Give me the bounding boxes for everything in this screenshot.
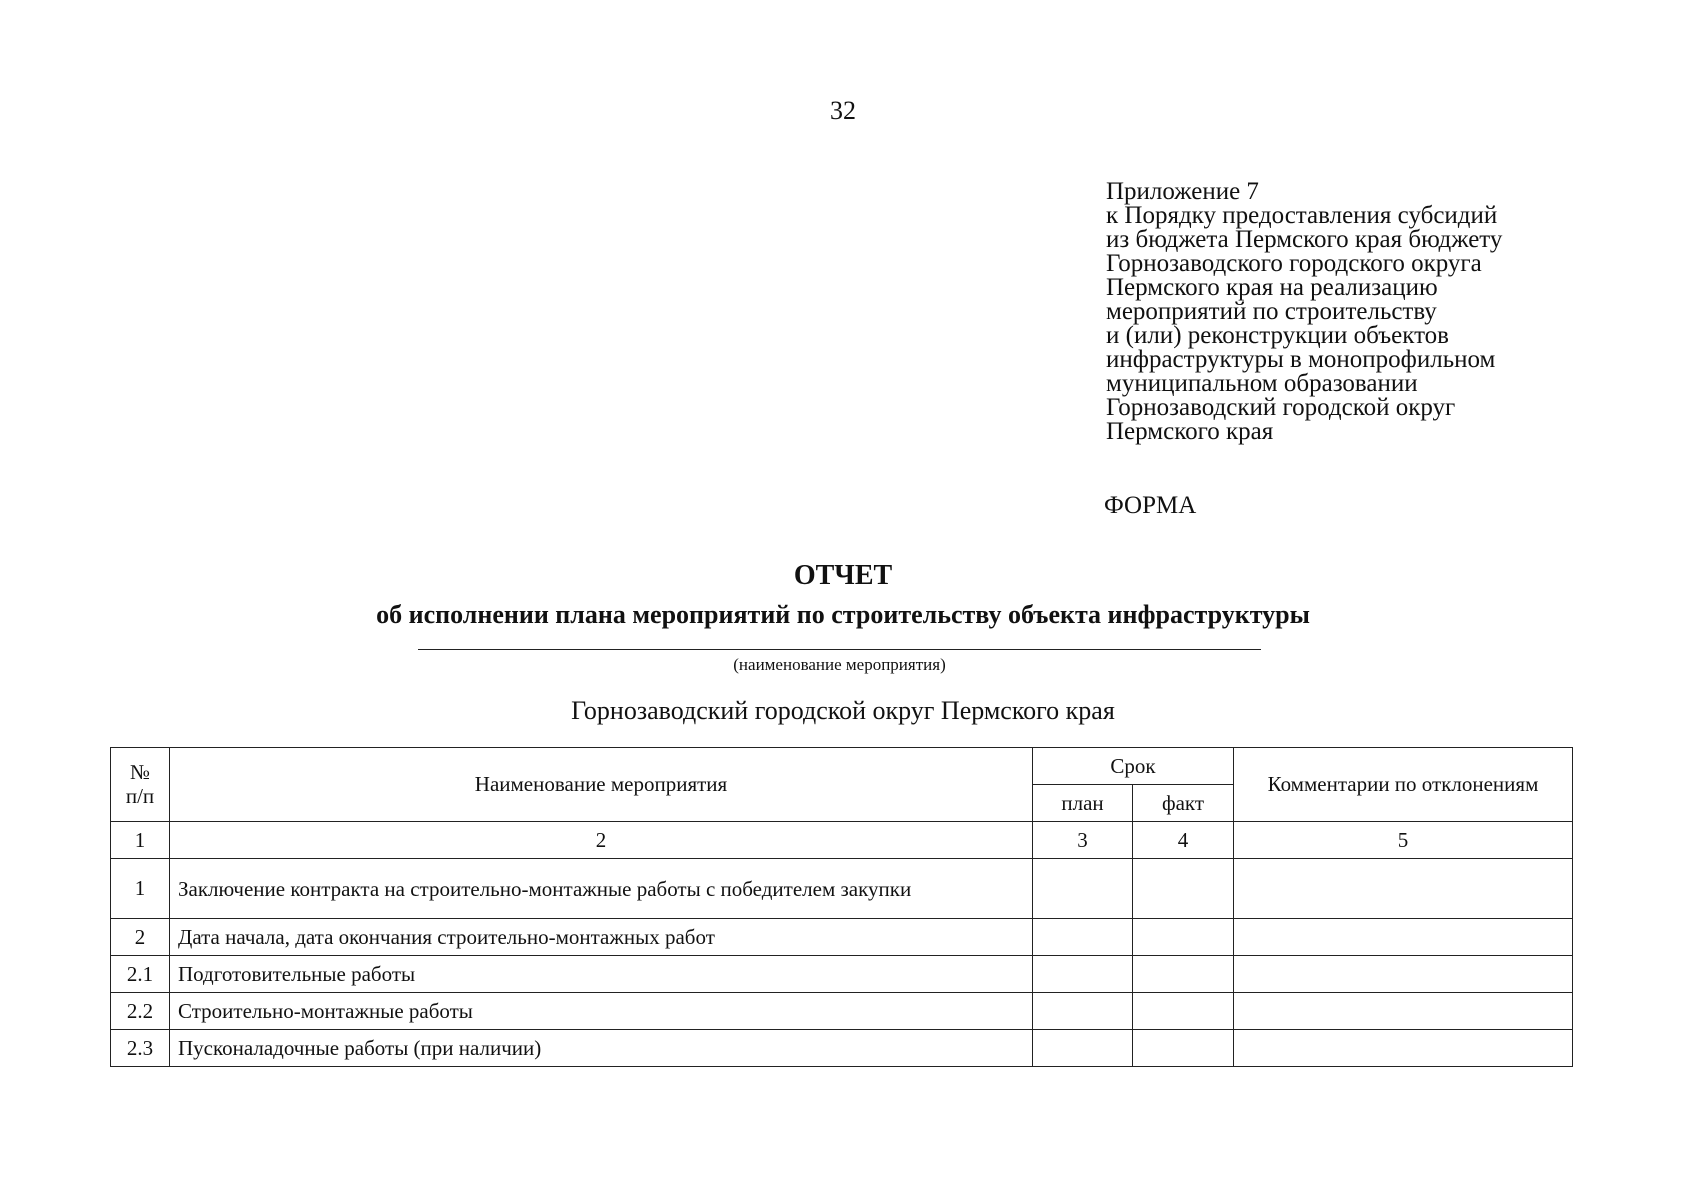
appendix-line: Горнозаводского городского округа	[1106, 250, 1482, 277]
appendix-line: Приложение 7	[1106, 178, 1259, 205]
row-number: 2	[111, 919, 170, 956]
comment-cell[interactable]	[1234, 1030, 1573, 1067]
column-number: 4	[1133, 822, 1234, 859]
fact-cell[interactable]	[1133, 1030, 1234, 1067]
column-number: 1	[111, 822, 170, 859]
header-comments: Комментарии по отклонениям	[1234, 748, 1573, 822]
region-name: Горнозаводский городской округ Пермского края	[571, 696, 1115, 725]
row-number: 2.1	[111, 956, 170, 993]
form-label: ФОРМА	[1104, 492, 1197, 519]
appendix-line: и (или) реконструкции объектов	[1106, 322, 1449, 349]
fact-cell[interactable]	[1133, 919, 1234, 956]
table-row	[111, 919, 1573, 956]
appendix-line: Пермского края на реализацию	[1106, 274, 1438, 301]
column-number: 3	[1033, 822, 1133, 859]
event-name-caption: (наименование мероприятия)	[733, 655, 946, 674]
table-row	[111, 1030, 1573, 1067]
row-number: 1	[111, 859, 170, 919]
comment-cell[interactable]	[1234, 956, 1573, 993]
appendix-line: инфраструктуры в монопрофильном	[1106, 346, 1496, 373]
column-number: 2	[170, 822, 1033, 859]
fact-cell[interactable]	[1133, 859, 1234, 919]
table-row	[111, 859, 1573, 919]
appendix-line: Пермского края	[1106, 418, 1274, 445]
fact-cell[interactable]	[1133, 956, 1234, 993]
column-numbers-row	[111, 822, 1573, 859]
row-number: 2.3	[111, 1030, 170, 1067]
page-number: 32	[830, 96, 856, 125]
table-row	[111, 956, 1573, 993]
header-plan: план	[1033, 785, 1133, 822]
plan-cell[interactable]	[1033, 956, 1133, 993]
table-header-row	[111, 748, 1573, 785]
table-row	[111, 993, 1573, 1030]
row-name: Заключение контракта на строительно-монтажные работы с победителем закупки	[170, 859, 1033, 919]
header-term: Срок	[1033, 748, 1234, 785]
row-name: Строительно-монтажные работы	[170, 993, 1033, 1030]
plan-cell[interactable]	[1033, 993, 1133, 1030]
row-name: Подготовительные работы	[170, 956, 1033, 993]
appendix-line: к Порядку предоставления субсидий	[1106, 202, 1498, 229]
plan-cell[interactable]	[1033, 919, 1133, 956]
comment-cell[interactable]	[1234, 993, 1573, 1030]
report-subtitle: об исполнении плана мероприятий по строительству объекта инфраструктуры	[376, 600, 1310, 629]
header-num-label: № п/п	[125, 760, 155, 808]
header-name: Наименование мероприятия	[170, 748, 1033, 822]
report-title: ОТЧЕТ	[793, 560, 893, 591]
appendix-line: муниципальном образовании	[1106, 370, 1418, 397]
report-table	[110, 747, 1573, 1067]
appendix-line: Горнозаводский городской округ	[1106, 394, 1456, 421]
header-fact: факт	[1133, 785, 1234, 822]
row-name: Пусконаладочные работы (при наличии)	[170, 1030, 1033, 1067]
header-num	[111, 748, 170, 822]
appendix-block	[1106, 180, 1502, 444]
comment-cell[interactable]	[1234, 919, 1573, 956]
fact-cell[interactable]	[1133, 993, 1234, 1030]
comment-cell[interactable]	[1234, 859, 1573, 919]
event-name-blank-line[interactable]	[418, 649, 1261, 650]
row-name: Дата начала, дата окончания строительно-монтажных работ	[170, 919, 1033, 956]
row-number: 2.2	[111, 993, 170, 1030]
plan-cell[interactable]	[1033, 1030, 1133, 1067]
plan-cell[interactable]	[1033, 859, 1133, 919]
appendix-line: из бюджета Пермского края бюджету	[1106, 226, 1503, 253]
column-number: 5	[1234, 822, 1573, 859]
appendix-line: мероприятий по строительству	[1106, 298, 1437, 325]
